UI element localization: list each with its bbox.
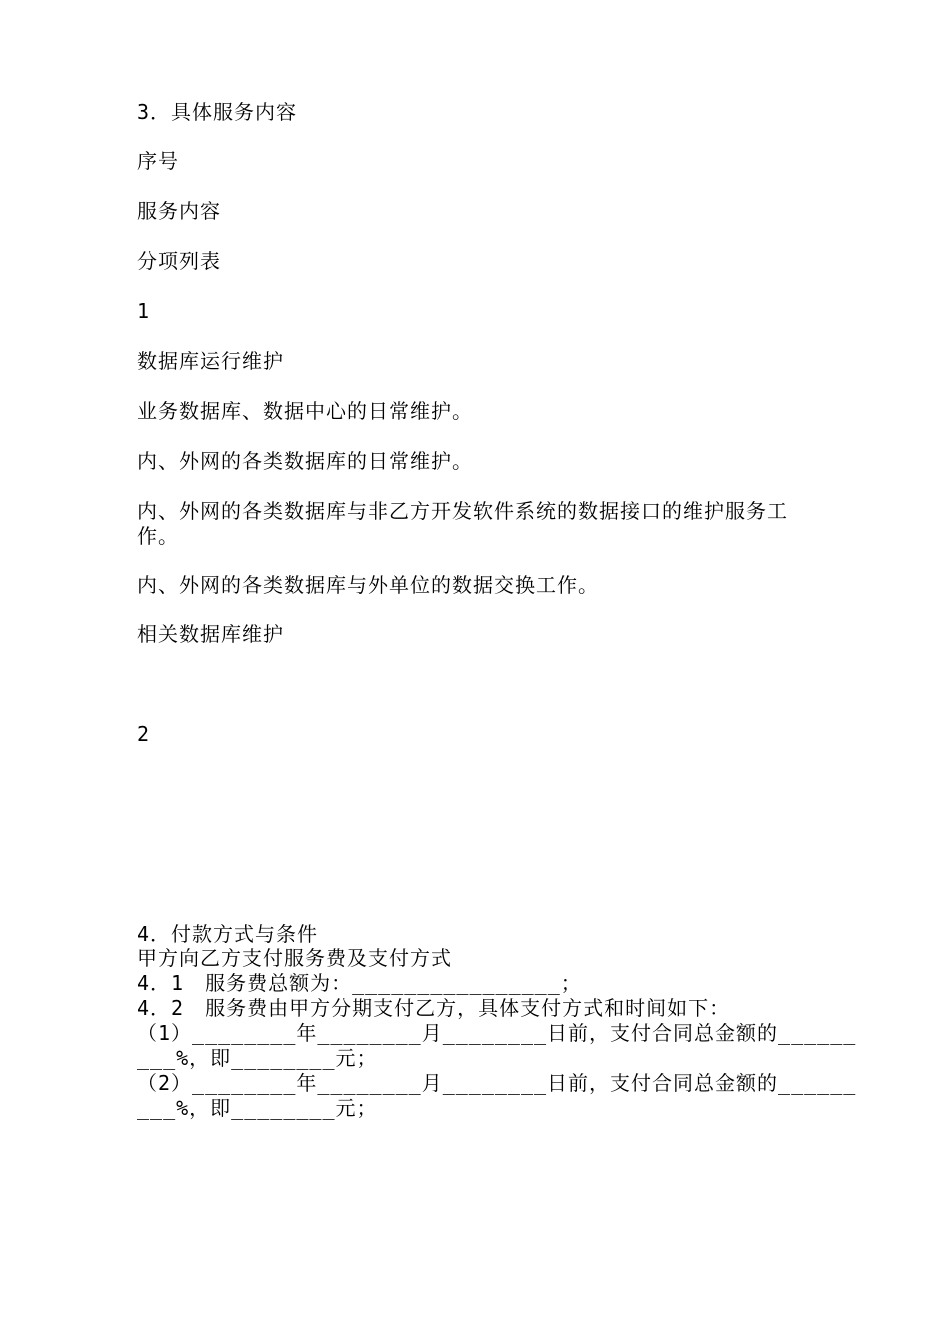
section-3-title: 3．具体服务内容	[137, 100, 298, 124]
row1-extra: 相关数据库维护	[137, 622, 284, 646]
installment-1-line-a: （1）________年________月________日前，支付合同总金额的______	[137, 1021, 857, 1045]
installment-2-line-b: ___%，即________元；	[137, 1096, 378, 1120]
installment-intro: 4．2 服务费由甲方分期支付乙方，具体支付方式和时间如下：	[137, 996, 731, 1020]
row1-item-1: 业务数据库、数据中心的日常维护。	[137, 399, 473, 423]
section-4-title: 4．付款方式与条件	[137, 922, 319, 946]
total-fee-line: 4．1 服务费总额为：________________；	[137, 971, 582, 995]
table-header-content: 服务内容	[137, 199, 221, 223]
table-header-list: 分项列表	[137, 249, 221, 273]
row1-item-4: 内、外网的各类数据库与外单位的数据交换工作。	[137, 573, 599, 597]
row1-content: 数据库运行维护	[137, 349, 284, 373]
table-header-seq: 序号	[137, 149, 179, 173]
row1-item-2: 内、外网的各类数据库的日常维护。	[137, 449, 473, 473]
row2-seq: 2	[137, 722, 151, 746]
installment-2-line-a: （2）________年________月________日前，支付合同总金额的______	[137, 1071, 857, 1095]
installment-1-line-b: ___%，即________元；	[137, 1046, 378, 1070]
row1-seq: 1	[137, 299, 151, 323]
row1-item-3: 内、外网的各类数据库与非乙方开发软件系统的数据接口的维护服务工作。	[137, 499, 788, 548]
section-4-subtitle: 甲方向乙方支付服务费及支付方式	[137, 946, 452, 970]
